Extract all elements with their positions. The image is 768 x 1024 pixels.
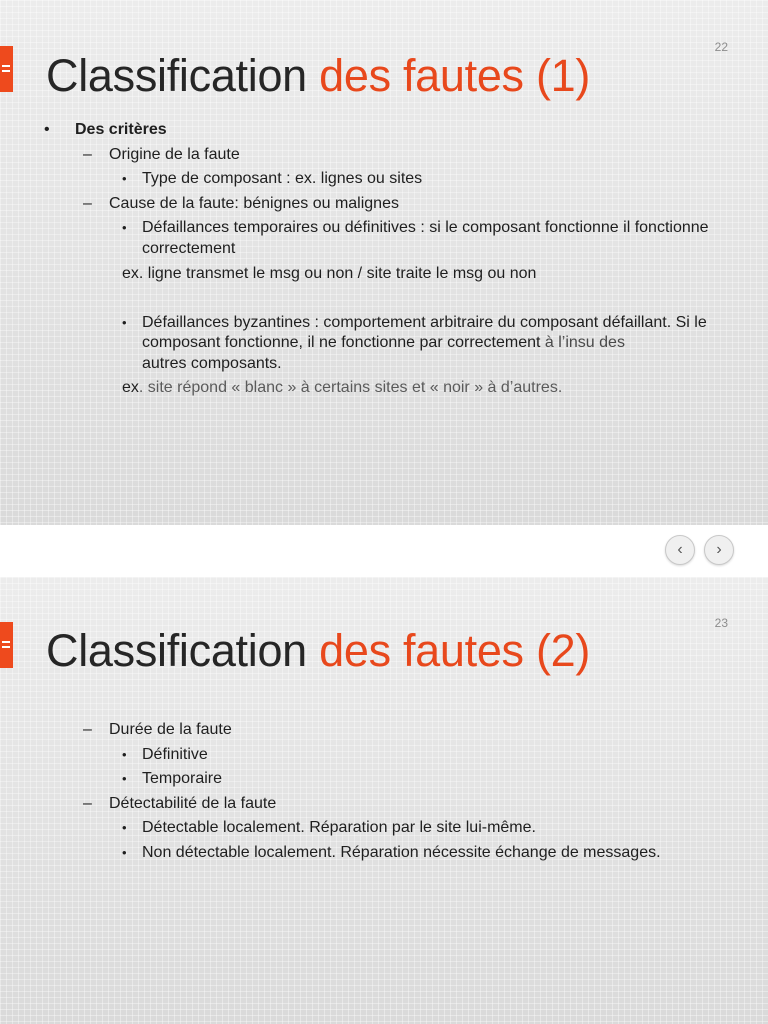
title-accent: des fautes (2) (319, 625, 591, 676)
list-item: – Détectabilité de la faute (83, 794, 277, 812)
slide-menu-tab[interactable] (0, 622, 13, 668)
slide-body (0, 720, 728, 863)
slide-number: 22 (714, 40, 728, 54)
slide-body (0, 120, 728, 399)
list-item: – Cause de la faute: bénignes ou malignes (83, 194, 399, 212)
list-item: • Défaillances byzantines : comportement arbitraire du composant défaillant. Si le composant fonctionne, il ne fonctionne par correctement à l’insu des autres composants. (122, 313, 707, 372)
list-item: • Non détectable localement. Réparation nécessite échange de messages. (122, 843, 661, 861)
title-accent: des fautes (1) (319, 50, 591, 101)
chevron-right-icon: › (716, 541, 722, 558)
slide-23 (0, 577, 768, 1024)
list-item: • Définitive (122, 745, 208, 763)
slide-number: 23 (714, 616, 728, 630)
chevron-left-icon: ‹ (677, 541, 683, 558)
list-item: • Défaillances temporaires ou définitives : si le composant fonctionne il fonctionne correctement (122, 219, 709, 257)
slide-menu-tab[interactable] (0, 46, 13, 92)
list-item: – Durée de la faute (83, 721, 232, 738)
slide-title (46, 50, 590, 102)
list-item: • Temporaire (122, 770, 223, 787)
title-main: Classification (46, 50, 307, 101)
example-text: ex. ligne transmet le msg ou non / site traite le msg ou non (122, 265, 537, 282)
list-item: • Type de composant : ex. lignes ou sites (122, 170, 423, 187)
example-text: ex. site répond « blanc » à certains sites et « noir » à d’autres. (122, 379, 563, 396)
list-item: • Des critères (44, 121, 167, 138)
list-item: – Origine de la faute (83, 145, 240, 163)
list-item: • Détectable localement. Réparation par le site lui-même. (122, 819, 536, 836)
slide-title (46, 625, 590, 677)
previous-slide-button[interactable] (665, 535, 695, 565)
next-slide-button[interactable] (704, 535, 734, 565)
title-main: Classification (46, 625, 307, 676)
